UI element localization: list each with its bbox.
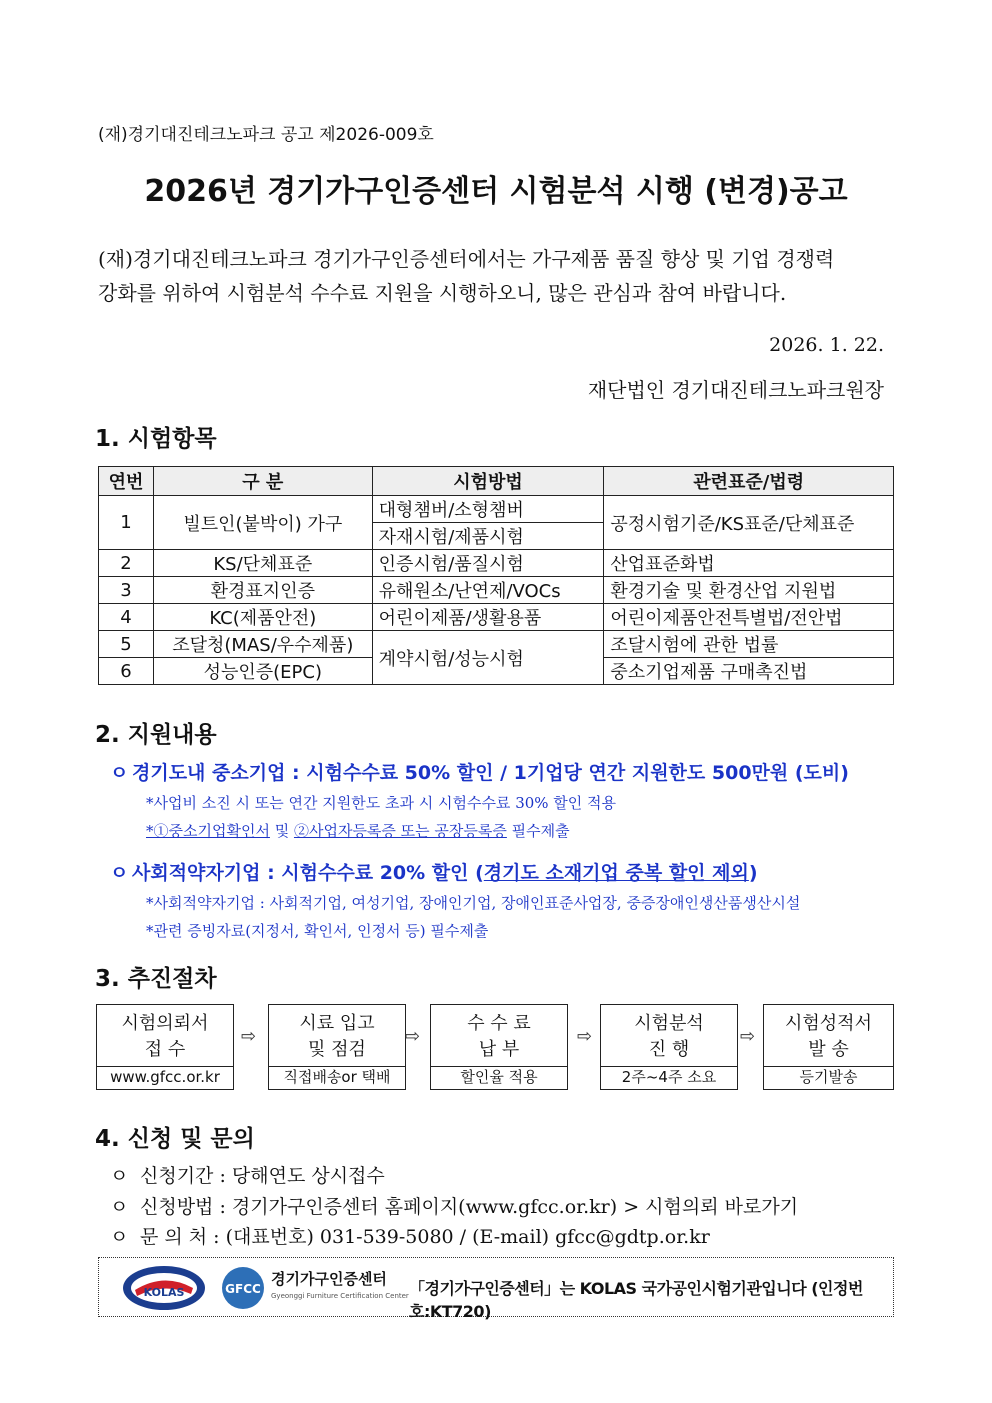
inquiry-period-text: 신청기간 : 당해연도 상시접수 xyxy=(140,1165,385,1187)
arrow-right-icon: ⇨ xyxy=(241,1026,257,1047)
org-name: 경기가구인증센터 xyxy=(271,1270,387,1288)
support-2-note-2: *관련 증빙자료(지정서, 확인서, 인정서 등) 필수제출 xyxy=(146,922,489,940)
flow-step-note: 할인율 적용 xyxy=(460,1068,538,1086)
support-item-2-exclusion: 경기도 소재기업 중복 할인 제외 xyxy=(483,862,749,884)
cell-category: KS/단체표준 xyxy=(153,550,372,577)
flow-step-title: 시험성적서 xyxy=(785,1013,872,1034)
kolas-logo-text: KOLAS xyxy=(143,1286,185,1299)
cell-standard: 공정시험기준/KS표준/단체표준 xyxy=(604,496,894,550)
cell-no: 5 xyxy=(99,631,154,658)
flow-step-action: 진 행 xyxy=(648,1039,690,1060)
table-row xyxy=(99,550,894,577)
notice-number: (재)경기대진테크노파크 공고 제2026-009호 xyxy=(98,125,434,145)
table-row xyxy=(99,631,894,658)
section-4-heading: 4. 신청 및 문의 xyxy=(95,1126,255,1152)
support-2-note-1: *사회적약자기업 : 사회적기업, 여성기업, 장애인기업, 장애인표준사업장, 중증장애인생산품생산시설 xyxy=(146,894,801,912)
flow-step-action: 접 수 xyxy=(144,1039,186,1060)
issuer: 재단법인 경기대진테크노파크원장 xyxy=(587,378,884,402)
section-1-heading: 1. 시험항목 xyxy=(95,426,217,452)
bullet-icon: ㅇ xyxy=(110,762,129,784)
cell-category: 빌트인(붙박이) 가구 xyxy=(153,496,372,550)
cell-no: 4 xyxy=(99,604,154,631)
cell-standard: 어린이제품안전특별법/전안법 xyxy=(604,604,894,631)
cell-no: 3 xyxy=(99,577,154,604)
support-item-2-text: 사회적약자기업 : 시험수수료 20% 할인 ( xyxy=(132,862,484,884)
flow-step-3 xyxy=(430,1004,568,1090)
flow-step-4 xyxy=(600,1004,738,1090)
footer-banner xyxy=(98,1257,894,1321)
flow-step-note: 직접배송or 택배 xyxy=(283,1068,391,1086)
table-header-row xyxy=(99,467,894,496)
table-row xyxy=(99,496,894,523)
col-header-category: 구 분 xyxy=(153,467,372,496)
cell-method: 인증시험/품질시험 xyxy=(372,550,604,577)
required-doc-1: *①중소기업확인서 xyxy=(146,822,270,840)
support-item-2-close: ) xyxy=(748,862,758,884)
cell-method: 유해원소/난연제/VOCs xyxy=(372,577,604,604)
col-header-standard: 관련표준/법령 xyxy=(604,467,894,496)
bullet-icon: ㅇ xyxy=(110,862,129,884)
flow-step-action: 발 송 xyxy=(808,1039,849,1060)
intro-paragraph xyxy=(98,242,888,310)
cell-category: 환경표지인증 xyxy=(153,577,372,604)
flow-step-note: 2주~4주 소요 xyxy=(621,1068,717,1086)
cell-method: 대형챔버/소형챔버 xyxy=(372,496,604,523)
bullet-icon: ㅇ xyxy=(110,1196,129,1218)
col-header-method: 시험방법 xyxy=(372,467,604,496)
gfcc-logo-text: GFCC xyxy=(225,1282,261,1296)
flow-step-1 xyxy=(96,1004,234,1090)
arrow-right-icon: ⇨ xyxy=(577,1026,593,1047)
section-2-heading: 2. 지원내용 xyxy=(95,722,217,748)
flow-step-action: 및 점검 xyxy=(308,1039,366,1060)
note-connector: 및 xyxy=(269,822,294,840)
table-row xyxy=(99,604,894,631)
cell-category: 성능인증(EPC) xyxy=(153,658,372,685)
flow-step-5 xyxy=(763,1004,894,1090)
bullet-icon: ㅇ xyxy=(110,1226,129,1248)
note-suffix: 필수제출 xyxy=(506,822,570,840)
kolas-statement: 「경기가구인증센터」는 KOLAS 국가공인시험기관입니다 (인정번호:KT720) xyxy=(409,1279,863,1321)
inquiry-method-text: 신청방법 : 경기가구인증센터 홈페이지(www.gfcc.or.kr) > 시험의뢰 바로가기 xyxy=(140,1196,799,1218)
support-item-1-text: 경기도내 중소기업 : 시험수수료 50% 할인 / 1기업당 연간 지원한도 500만원 (도비) xyxy=(132,762,849,784)
cell-standard: 중소기업제품 구매촉진법 xyxy=(604,658,894,685)
kolas-logo xyxy=(121,1264,207,1312)
arrow-right-icon: ⇨ xyxy=(405,1026,421,1047)
page-title: 2026년 경기가구인증센터 시험분석 시행 (변경)공고 xyxy=(144,174,848,209)
bullet-icon: ㅇ xyxy=(110,1165,129,1187)
section-3-heading: 3. 추진절차 xyxy=(95,966,217,992)
flow-step-2 xyxy=(268,1004,406,1090)
org-name-en: Gyeonggi Furniture Certification Center xyxy=(271,1292,409,1300)
support-1-note-1: *사업비 소진 시 또는 연간 지원한도 초과 시 시험수수료 30% 할인 적용 xyxy=(146,794,617,812)
support-item-1 xyxy=(110,758,849,785)
cell-method: 계약시험/성능시험 xyxy=(372,631,604,685)
inquiry-contact-text: 문 의 처 : (대표번호) 031-539-5080 / (E-mail) gfcc@gdtp.or.kr xyxy=(140,1226,710,1248)
flow-step-title: 시료 입고 xyxy=(299,1013,375,1034)
table-row xyxy=(99,577,894,604)
cell-category: 조달청(MAS/우수제품) xyxy=(153,631,372,658)
cell-no: 2 xyxy=(99,550,154,577)
col-header-no: 연번 xyxy=(99,467,154,496)
cell-method: 어린이제품/생활용품 xyxy=(372,604,604,631)
cell-standard: 환경기술 및 환경산업 지원법 xyxy=(604,577,894,604)
cell-no: 1 xyxy=(99,496,154,550)
flow-step-note: www.gfcc.or.kr xyxy=(110,1068,220,1086)
intro-line-1: (재)경기대진테크노파크 경기가구인증센터에서는 가구제품 품질 향상 및 기업 경쟁력 xyxy=(98,247,835,271)
cell-standard: 산업표준화법 xyxy=(604,550,894,577)
required-doc-2: ②사업자등록증 또는 공장등록증 xyxy=(293,822,507,840)
inquiry-contact xyxy=(110,1222,710,1249)
gfcc-logo xyxy=(221,1266,265,1310)
flow-step-action: 납 부 xyxy=(478,1039,520,1060)
support-item-2 xyxy=(110,858,758,885)
test-items-table xyxy=(98,466,894,685)
flow-step-title: 시험분석 xyxy=(634,1013,704,1034)
cell-method: 자재시험/제품시험 xyxy=(372,523,604,550)
cell-standard: 조달시험에 관한 법률 xyxy=(604,631,894,658)
intro-line-2: 강화를 위하여 시험분석 수수료 지원을 시행하오니, 많은 관심과 참여 바랍니다. xyxy=(98,281,787,305)
flow-step-title: 수 수 료 xyxy=(467,1013,531,1034)
cell-category: KC(제품안전) xyxy=(153,604,372,631)
inquiry-period xyxy=(110,1161,385,1188)
flow-step-title: 시험의뢰서 xyxy=(121,1013,209,1034)
support-1-note-2 xyxy=(146,820,570,841)
inquiry-method xyxy=(110,1192,798,1219)
flow-step-note: 등기발송 xyxy=(799,1068,858,1086)
notice-date: 2026. 1. 22. xyxy=(769,334,884,356)
cell-no: 6 xyxy=(99,658,154,685)
arrow-right-icon: ⇨ xyxy=(740,1026,756,1047)
